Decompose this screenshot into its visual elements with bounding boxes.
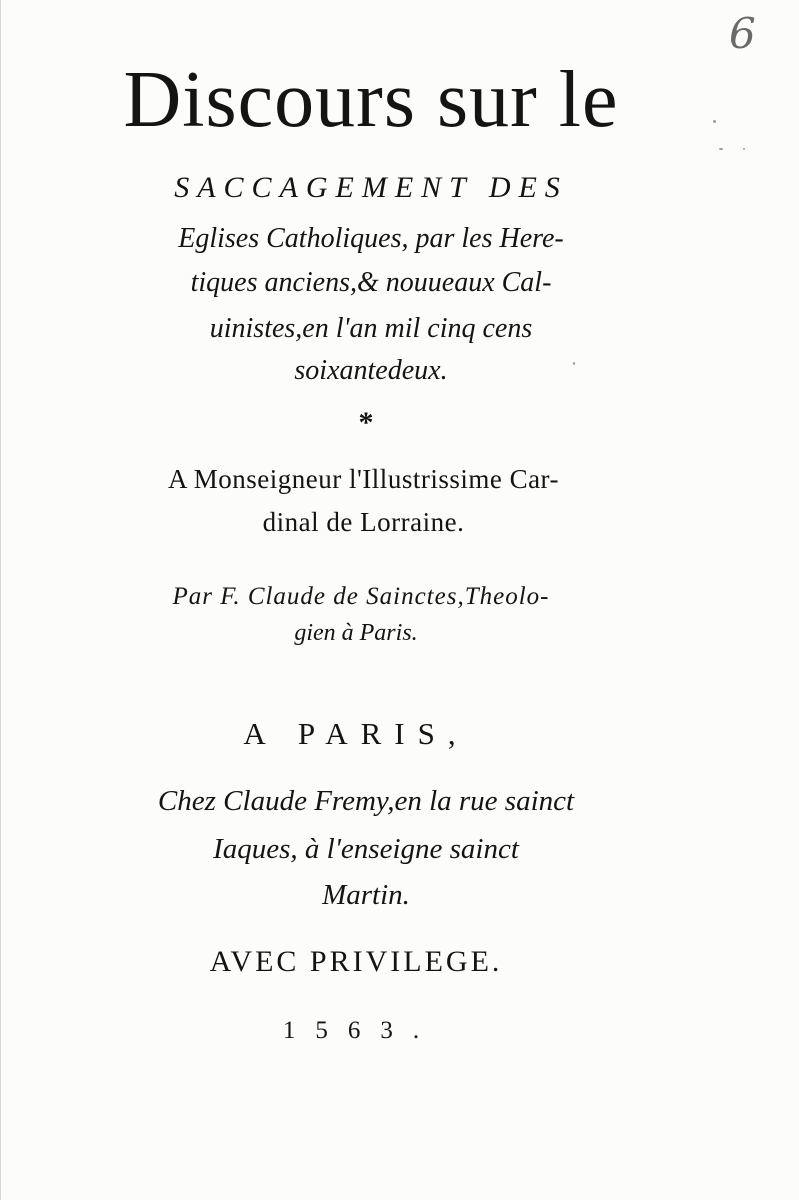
paper-speck	[573, 362, 575, 365]
printer-line-1: Chez Claude Fremy,en la rue sainct	[157, 785, 575, 817]
subtitle-line-2: Eglises Catholiques, par les Here-	[178, 223, 564, 254]
subtitle-line-3: tiques anciens,& nouueaux Cal-	[190, 267, 552, 298]
privilege-line: AVEC PRIVILEGE.	[209, 945, 503, 978]
paper-speck	[713, 120, 716, 123]
subtitle-line-4: uinistes,en l'an mil cinq cens	[209, 313, 533, 344]
subtitle-line-1: SACCAGEMENT DES	[174, 171, 568, 204]
page-number: 6	[729, 9, 756, 58]
author-line-1: Par F. Claude de Sainctes,Theolo-	[172, 583, 550, 610]
printer-line-2: Iaques, à l'enseigne sainct	[213, 833, 519, 865]
subtitle-line-5: soixantedeux.	[294, 355, 448, 386]
printer-line-3: Martin.	[322, 879, 410, 911]
dedication-line-2: dinal de Lorraine.	[262, 507, 465, 537]
author-line-2: gien à Paris.	[294, 620, 418, 646]
book-title: Discours sur le	[123, 56, 619, 144]
paper-speck	[743, 148, 745, 150]
publication-year: 1563.	[282, 1017, 440, 1044]
imprint-city: A PARIS,	[243, 716, 469, 751]
dedication-line-1: A Monseigneur l'Illustrissime Car-	[167, 464, 560, 494]
paper-speck	[719, 148, 723, 150]
asterisk-ornament: *	[358, 406, 374, 439]
